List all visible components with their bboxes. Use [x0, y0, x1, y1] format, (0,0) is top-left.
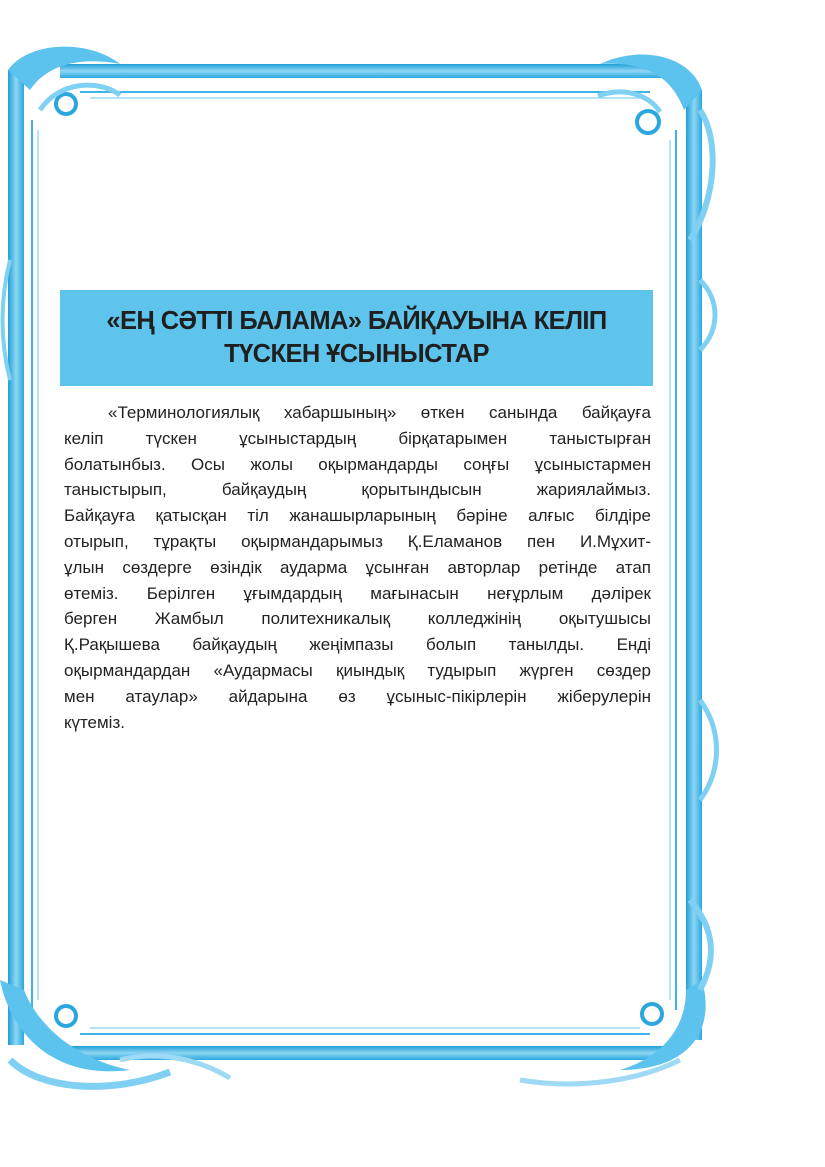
text-line: Байқауға қатысқан тіл жанашырларының бәріне алғыс білдіре: [64, 506, 651, 526]
text-line: келіп түскен ұсыныстардың бірқатарымен таныстырған: [64, 428, 651, 448]
corner-ornament-top-left: [8, 47, 120, 114]
text-line: Қ.Рақышева байқаудың жеңімпазы болып танылды. Енді: [64, 635, 651, 655]
heading-line-1: «ЕҢ СӘТТІ БАЛАМА» БАЙҚАУЫНА КЕЛІП: [106, 307, 607, 335]
text-line: отырып, тұрақты оқырмандарымыз Қ.Еламанов пен И.Мұхит-: [64, 531, 651, 551]
text-line: «Терминологиялық хабаршының» өткен санында байқауға: [108, 403, 651, 422]
text-line: таныстырып, байқаудың қорытындысын жариялаймыз.: [64, 480, 651, 500]
frame-top-band: [60, 64, 670, 78]
frame-left-band: [8, 70, 24, 1045]
text-line: ұлын сөздерге өзіндік аудармa ұсынған авторлар ретінде атап: [64, 557, 651, 577]
text-line: берген Жамбыл политехникалық колледжінің оқытушысы: [64, 609, 651, 629]
article-body: [64, 400, 651, 735]
side-flourish-right-lower: [700, 700, 717, 800]
text-line: өтеміз. Берілген ұғымдардың мағынасын неғұрлым дәлірек: [64, 583, 651, 603]
side-flourish-right-upper: [700, 280, 715, 350]
text-line: оқырмандардан «Аудармасы қиындық тудырып жүрген сөздер: [64, 660, 651, 680]
text-line: мен атаулар» айдарына өз ұсыныс-пікірлерін жіберулерін: [64, 686, 651, 706]
text-line: болатынбыз. Осы жолы оқырмандарды соңғы ұсыныстармен: [64, 454, 651, 474]
heading-line-2: ТҮСКЕН ҰСЫНЫСТАР: [224, 340, 489, 368]
article-paragraph: [64, 400, 651, 735]
heading-band: [60, 290, 653, 386]
text-line: күтеміз.: [64, 712, 125, 732]
